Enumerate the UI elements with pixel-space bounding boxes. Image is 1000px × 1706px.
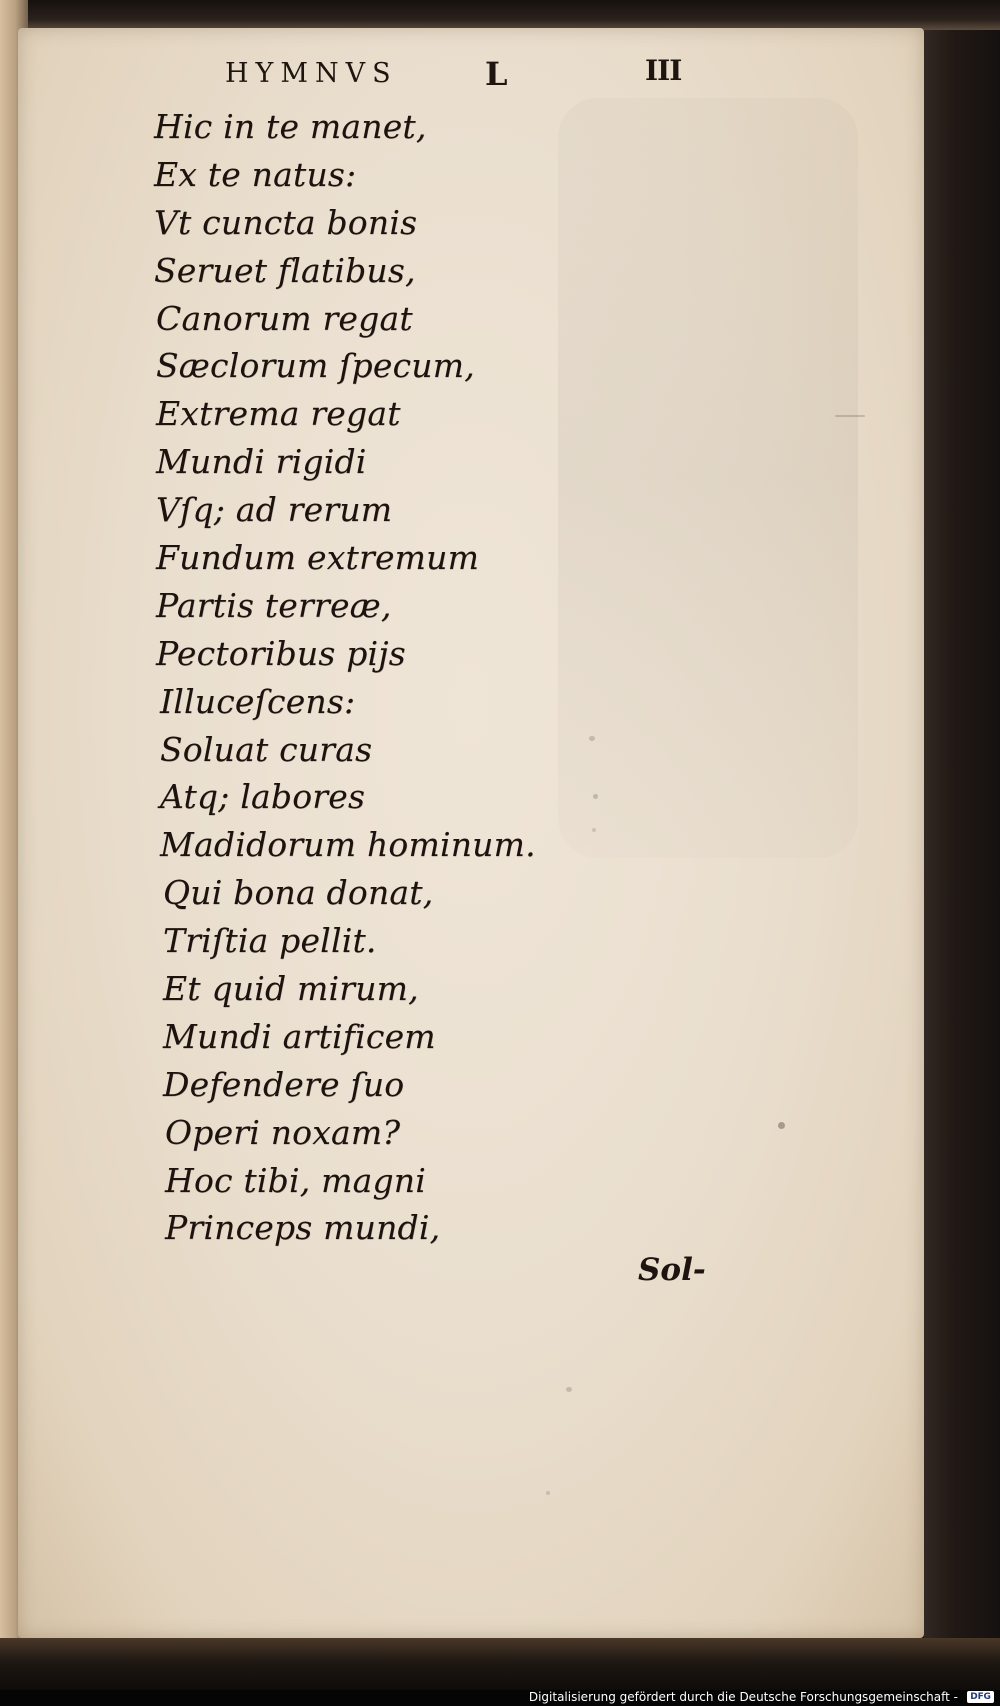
- verse-line: Mundi rigidi: [156, 442, 367, 482]
- running-title: HYMNVS: [225, 58, 398, 89]
- verse-line: Ex te natus:: [154, 154, 357, 194]
- verse-text-block: [154, 103, 624, 1253]
- verse-line: Princeps mundi,: [165, 1208, 441, 1248]
- verse-line: Partis terreæ,: [156, 585, 392, 625]
- verse-line: Canorum regat: [156, 298, 413, 338]
- folio-number: III: [645, 54, 682, 87]
- verse-line: Pectoribus pijs: [156, 633, 406, 673]
- bottom-binding-shadow: [0, 1638, 1000, 1690]
- paper-speck: [546, 1491, 550, 1495]
- dfg-logo: DFG: [967, 1691, 994, 1703]
- catchword: Sol-: [638, 1252, 706, 1288]
- verse-line: Atq; labores: [160, 777, 366, 817]
- verse-line: Qui bona donat,: [163, 873, 434, 913]
- verse-line: Vt cuncta bonis: [154, 202, 418, 242]
- paper-speck: [778, 1122, 785, 1129]
- verse-line: Illuceſcens:: [160, 681, 356, 721]
- verse-line: Soluat curas: [160, 729, 373, 769]
- verse-line: Hic in te manet,: [154, 107, 427, 146]
- signature-mark: L: [485, 55, 508, 93]
- top-binding-shadow: [0, 0, 1000, 30]
- verse-line: Extrema regat: [156, 394, 401, 434]
- verse-line: Sæclorum ſpecum,: [156, 346, 475, 386]
- verse-line: Fundum extremum: [156, 538, 480, 578]
- digitization-note: Digitalisierung gefördert durch die Deutsche Forschungsgemeinschaft -: [528, 1690, 958, 1704]
- verse-line: Mundi artificem: [163, 1016, 436, 1056]
- verse-line: Operi noxam?: [165, 1112, 401, 1152]
- page-header: [225, 52, 695, 98]
- verse-line: Et quid mirum,: [163, 969, 419, 1009]
- verse-line: Hoc tibi, magni: [165, 1160, 426, 1200]
- verse-line: Seruet flatibus,: [154, 250, 416, 290]
- verse-line: Defendere ſuo: [163, 1064, 405, 1104]
- verse-line: Vſq; ad rerum: [156, 490, 393, 530]
- right-page-edge: [924, 30, 1000, 1640]
- verse-line: Madidorum hominum.: [160, 825, 536, 865]
- paper-speck: [566, 1387, 572, 1392]
- verse-line: Triſtia pellit.: [163, 921, 377, 961]
- paper-mark: [835, 415, 865, 417]
